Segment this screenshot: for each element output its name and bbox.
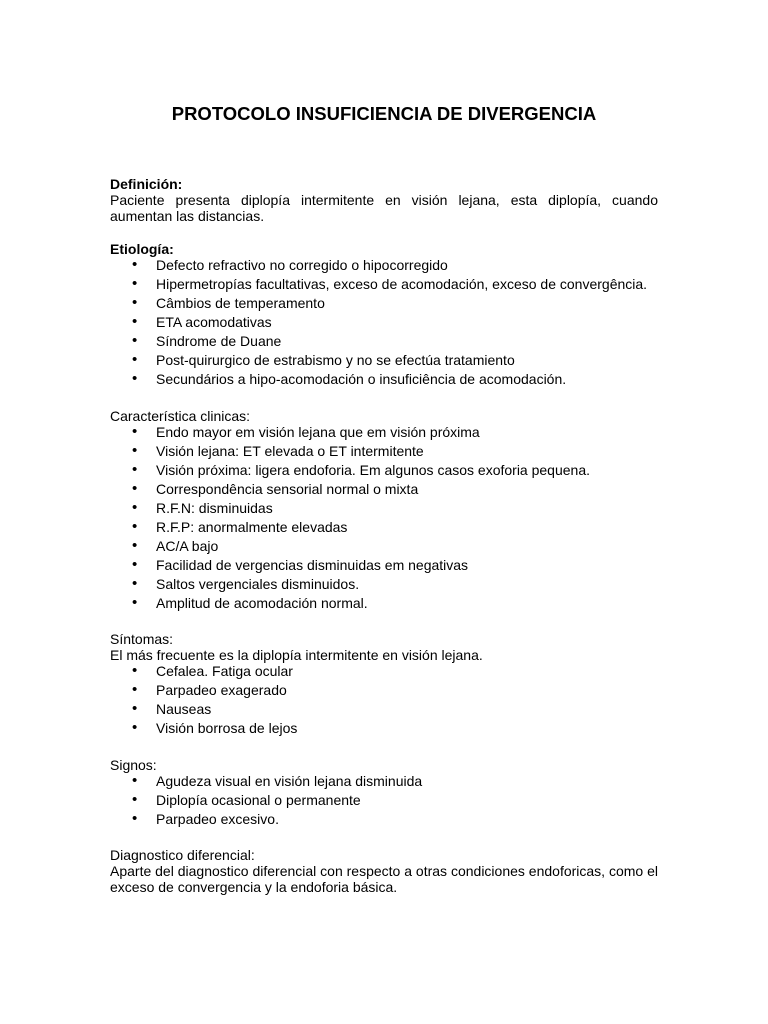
list-item: • Nauseas — [110, 701, 658, 717]
list-item: • R.F.P: anormalmente elevadas — [110, 519, 658, 535]
list-item: • Cefalea. Fatiga ocular — [110, 663, 658, 679]
list-item: • Defecto refractivo no corregido o hipocorregido — [110, 257, 658, 273]
definicion-text: Paciente presenta diplopía intermitente en visión lejana, esta diplopía, cuando aumentan las distancias. — [110, 192, 658, 224]
diagnostico-text: Aparte del diagnostico diferencial con respecto a otras condiciones endoforicas, como el exceso de convergencia y la endoforia básica. — [110, 863, 658, 895]
list-item: • Post-quirurgico de estrabismo y no se efectúa tratamiento — [110, 352, 658, 368]
signos-list — [110, 773, 658, 827]
list-item: • Amplitud de acomodación normal. — [110, 595, 658, 611]
list-item: • Hipermetropías facultativas, exceso de acomodación, exceso de convergência. — [110, 276, 658, 292]
heading-etiologia: Etiología: — [110, 241, 174, 257]
list-item: • Parpadeo exagerado — [110, 682, 658, 698]
sintomas-text: El más frecuente es la diplopía intermitente en visión lejana. — [110, 647, 483, 663]
heading-caracteristicas: Característica clinicas: — [110, 408, 251, 424]
etiologia-list — [110, 257, 658, 387]
list-item: • R.F.N: disminuidas — [110, 500, 658, 516]
section-etiologia — [110, 241, 658, 387]
list-item: • ETA acomodativas — [110, 314, 658, 330]
document-body — [110, 176, 658, 895]
heading-definicion: Definición: — [110, 176, 183, 192]
list-item: • Síndrome de Duane — [110, 333, 658, 349]
list-item: • AC/A bajo — [110, 538, 658, 554]
list-item: • Agudeza visual en visión lejana disminuida — [110, 773, 658, 789]
document-title: PROTOCOLO INSUFICIENCIA DE DIVERGENCIA — [171, 103, 597, 124]
heading-sintomas: Síntomas: — [110, 631, 174, 647]
list-item: • Parpadeo excesivo. — [110, 811, 658, 827]
section-caracteristicas — [110, 408, 658, 611]
heading-signos: Signos: — [110, 757, 157, 773]
section-diagnostico — [110, 847, 658, 895]
list-item: • Visión próxima: ligera endoforia. Em algunos casos exoforia pequena. — [110, 462, 658, 478]
sintomas-list — [110, 663, 658, 736]
caracteristicas-list — [110, 424, 658, 611]
section-signos — [110, 757, 658, 827]
section-definicion — [110, 176, 658, 224]
list-item: • Saltos vergenciales disminuidos. — [110, 576, 658, 592]
list-item: • Visión lejana: ET elevada o ET intermitente — [110, 443, 658, 459]
list-item: • Visión borrosa de lejos — [110, 720, 658, 736]
list-item: • Correspondência sensorial normal o mixta — [110, 481, 658, 497]
list-item: • Endo mayor em visión lejana que em visión próxima — [110, 424, 658, 440]
list-item: • Facilidad de vergencias disminuidas em negativas — [110, 557, 658, 573]
list-item: • Secundários a hipo-acomodación o insuficiência de acomodación. — [110, 371, 658, 387]
list-item: • Câmbios de temperamento — [110, 295, 658, 311]
heading-diagnostico: Diagnostico diferencial: — [110, 847, 255, 863]
list-item: • Diplopía ocasional o permanente — [110, 792, 658, 808]
section-sintomas — [110, 631, 658, 736]
